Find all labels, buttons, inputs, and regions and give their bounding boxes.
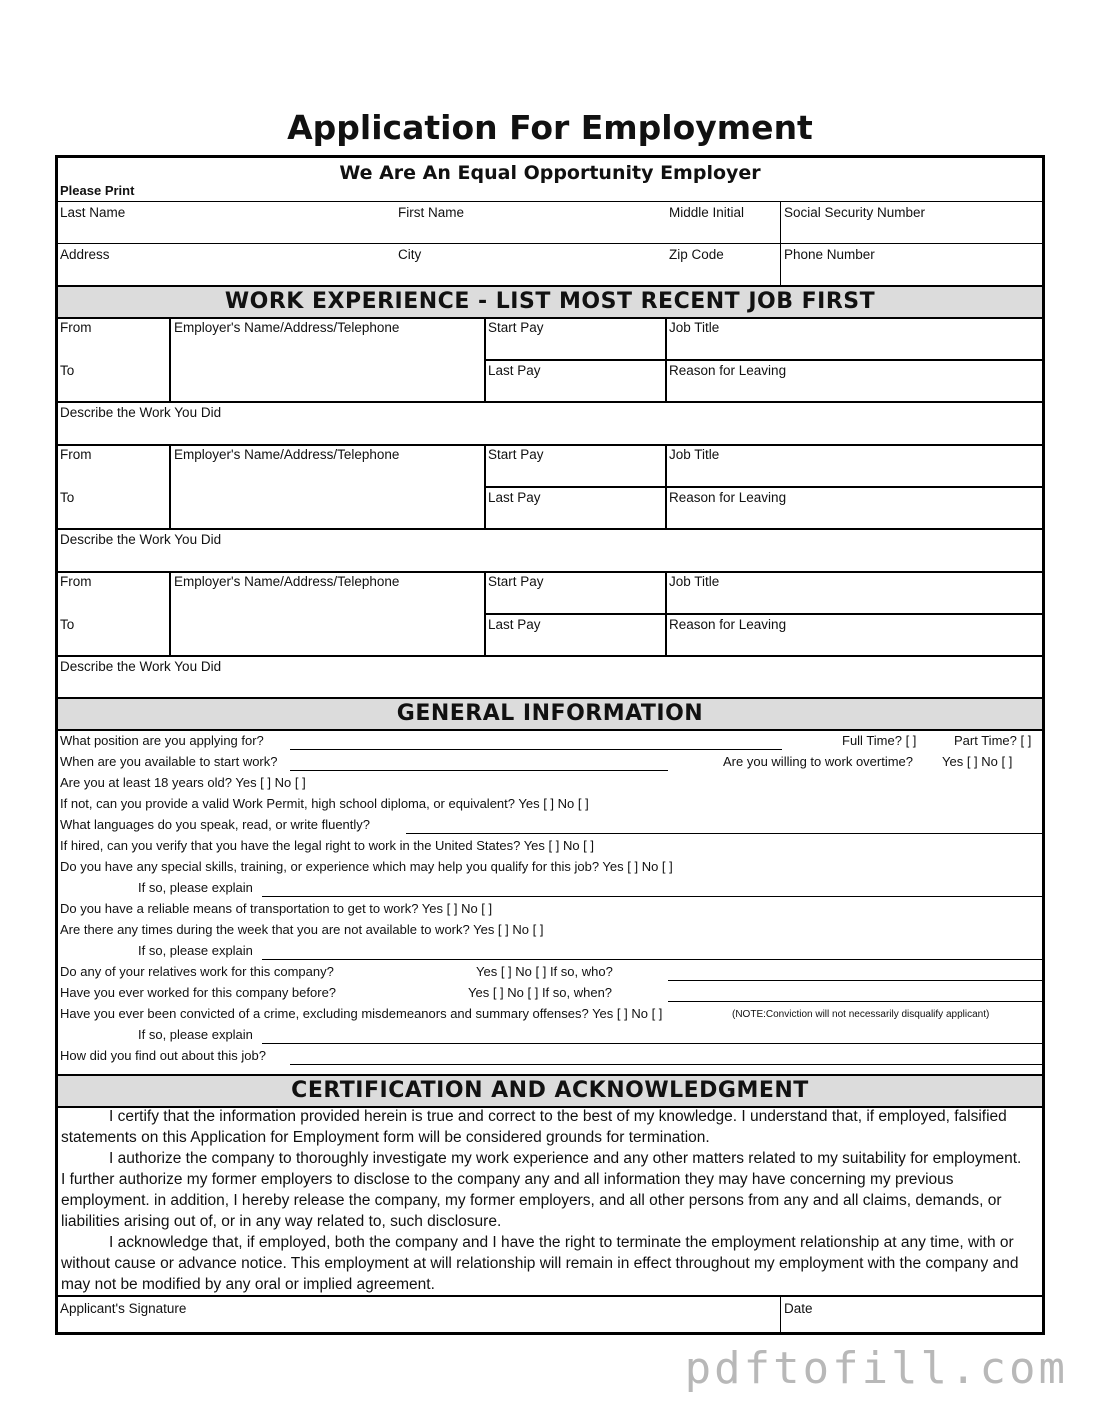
divider [58,1295,1042,1297]
job1-employer-field[interactable]: Employer's Name/Address/Telephone [174,320,400,335]
unavailable-question[interactable]: Are there any times during the week that you are not available to work? Yes [ ] No [ ] [60,922,544,937]
first-name-field[interactable]: First Name [398,205,465,220]
crime-explain-input[interactable] [262,1043,1042,1044]
position-question: What position are you applying for? [60,733,264,748]
languages-input[interactable] [406,833,1042,834]
address-field[interactable]: Address [60,247,110,262]
watermark: pdftofill.com [684,1343,1068,1394]
job2-start-pay-field[interactable]: Start Pay [488,447,544,462]
crime-explain-label: If so, please explain [138,1027,253,1042]
job3-start-pay-field[interactable]: Start Pay [488,574,544,589]
job2-to-field[interactable]: To [60,490,75,505]
date-field[interactable]: Date [784,1301,813,1316]
divider [169,317,171,401]
skills-explain-input[interactable] [262,896,1042,897]
divider [58,571,1042,573]
transport-question[interactable]: Do you have a reliable means of transportation to get to work? Yes [ ] No [ ] [60,901,493,916]
job2-last-pay-field[interactable]: Last Pay [488,490,541,505]
overtime-checkboxes[interactable]: Yes [ ] No [ ] [942,754,1013,769]
job1-to-field[interactable]: To [60,363,75,378]
divider [58,401,1042,403]
job3-title-field[interactable]: Job Title [669,574,720,589]
job1-title-field[interactable]: Job Title [669,320,720,335]
permit-question[interactable]: If not, can you provide a valid Work Permit, high school diploma, or equivalent? Yes [ ] No [ ] [60,796,589,811]
signature-field[interactable]: Applicant's Signature [60,1301,187,1316]
relatives-question: Do any of your relatives work for this company? [60,964,334,979]
city-field[interactable]: City [398,247,422,262]
languages-question: What languages do you speak, read, or write fluently? [60,817,371,832]
divider [58,655,1042,657]
find-job-question: How did you find out about this job? [60,1048,266,1063]
phone-field[interactable]: Phone Number [784,247,875,262]
legal-question[interactable]: If hired, can you verify that you have the legal right to work in the United States? Yes [ ] No [ ] [60,838,595,853]
job3-last-pay-field[interactable]: Last Pay [488,617,541,632]
application-form [55,155,1045,1335]
divider [780,1295,781,1335]
divider [58,243,1042,244]
worked-before-question: Have you ever worked for this company before? [60,985,337,1000]
job1-reason-field[interactable]: Reason for Leaving [669,363,787,378]
job3-employer-field[interactable]: Employer's Name/Address/Telephone [174,574,400,589]
eoe-subtitle: We Are An Equal Opportunity Employer [339,162,761,184]
part-time-checkbox[interactable]: Part Time? [ ] [954,733,1032,748]
worked-before-checkboxes[interactable]: Yes [ ] No [ ] If so, when? [468,985,613,1000]
ssn-field[interactable]: Social Security Number [784,205,926,220]
overtime-question: Are you willing to work overtime? [723,754,914,769]
cert-paragraph-2: I authorize the company to thoroughly investigate my work experience and any other matters related to my suitability for employment. I further authorize my former employers to disclose to the company any and all information they may have concerning my previous employment. in addition, I hereby release the company, my former employers, and all other persons from any and all claims, demands, or liabilities arising out of, or in any way related to, such disclosure. [61,1150,1022,1230]
cert-paragraph-3: I acknowledge that, if employed, both the company and I have the right to terminate the employment relationship at any time, with or without cause or advance notice. This employment at will relationship will remain in effect throughout my employment with the company and may not be modified by any oral or implied agreement. [61,1234,1019,1293]
job3-from-field[interactable]: From [60,574,92,589]
please-print-label: Please Print [60,183,135,198]
divider [484,486,1042,488]
job3-reason-field[interactable]: Reason for Leaving [669,617,787,632]
certification-header: CERTIFICATION AND ACKNOWLEDGMENT [58,1074,1042,1108]
skills-question[interactable]: Do you have any special skills, training, or experience which may help you qualify for this job? Yes [ ] No [ ] [60,859,673,874]
middle-initial-field[interactable]: Middle Initial [669,205,745,220]
divider [58,201,1042,202]
crime-note: (NOTE:Conviction will not necessarily disqualify applicant) [732,1009,990,1020]
unavailable-explain-label: If so, please explain [138,943,253,958]
find-job-input[interactable] [290,1064,1042,1065]
job2-employer-field[interactable]: Employer's Name/Address/Telephone [174,447,400,462]
job1-from-field[interactable]: From [60,320,92,335]
age-question[interactable]: Are you at least 18 years old? Yes [ ] No [ ] [60,775,306,790]
skills-explain-label: If so, please explain [138,880,253,895]
divider [169,571,171,655]
work-experience-header: WORK EXPERIENCE - LIST MOST RECENT JOB FIRST [58,285,1042,319]
position-input[interactable] [290,749,782,750]
relatives-input[interactable] [668,980,1042,981]
certification-text [61,1106,1022,1295]
page-title: Application For Employment [287,108,813,147]
relatives-checkboxes[interactable]: Yes [ ] No [ ] If so, who? [476,964,613,979]
job2-reason-field[interactable]: Reason for Leaving [669,490,787,505]
last-name-field[interactable]: Last Name [60,205,126,220]
worked-before-input[interactable] [668,1001,1042,1002]
divider [58,528,1042,530]
job1-start-pay-field[interactable]: Start Pay [488,320,544,335]
divider [484,359,1042,361]
job1-describe-field[interactable]: Describe the Work You Did [60,405,222,420]
job2-describe-field[interactable]: Describe the Work You Did [60,532,222,547]
general-information-header: GENERAL INFORMATION [58,697,1042,731]
divider [58,444,1042,446]
job3-describe-field[interactable]: Describe the Work You Did [60,659,222,674]
job2-from-field[interactable]: From [60,447,92,462]
full-time-checkbox[interactable]: Full Time? [ ] [842,733,917,748]
job2-title-field[interactable]: Job Title [669,447,720,462]
divider [169,444,171,528]
job1-last-pay-field[interactable]: Last Pay [488,363,541,378]
job3-to-field[interactable]: To [60,617,75,632]
unavailable-explain-input[interactable] [262,959,1042,960]
cert-paragraph-1: I certify that the information provided herein is true and correct to the best of my knowledge. I understand that, if employed, falsified statements on this Application for Employment form will be considered grounds for termination. [61,1108,1007,1146]
divider [484,613,1042,615]
start-question: When are you available to start work? [60,754,278,769]
start-input[interactable] [290,770,668,771]
crime-question[interactable]: Have you ever been convicted of a crime, excluding misdemeanors and summary offenses? Yes [ ] No [ ] [60,1006,663,1021]
zip-field[interactable]: Zip Code [669,247,724,262]
